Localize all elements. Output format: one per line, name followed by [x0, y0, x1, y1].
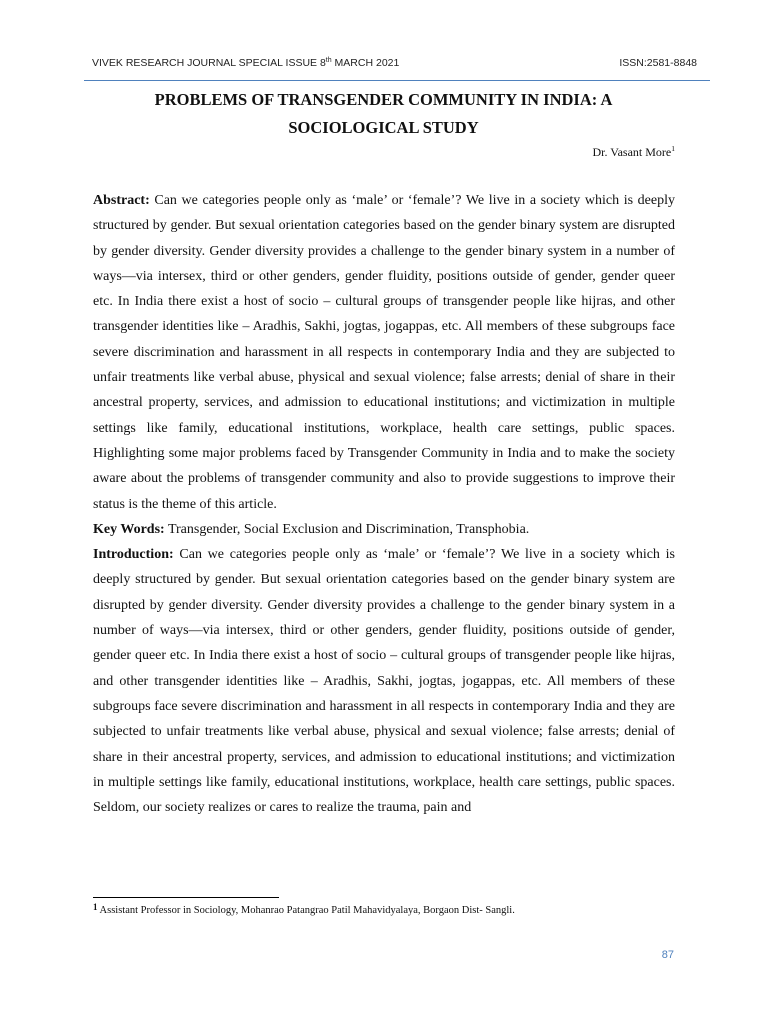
- author-name: Dr. Vasant More: [592, 145, 672, 159]
- footnote-rule: [93, 897, 279, 898]
- page-number: 87: [661, 949, 674, 961]
- abstract-label: Abstract:: [93, 193, 150, 208]
- introduction: [93, 542, 675, 820]
- keywords-label: Key Words:: [93, 521, 165, 537]
- abstract-text: Can we categories people only as ‘male’ or ‘female’? We live in a society which is deeply structured by gender. But sexual orientation categories based on the gender binary system are disrupted by gender diversity. Gender diversity provides a challenge to the gender binary system in a number of ways—via intersex, third or other genders, gender fluidity, positions outside of gender, gender queer etc. In India there exist a host of socio – cultural groups of transgender people like hijras, and other transgender identities like – Aradhis, Sakhi, jogtas, jogappas, etc. All members of these subgroups face severe discrimination and harassment in all respects in contemporary India and they are subjected to unfair treatments like verbal abuse, physical and sexual violence; false arrests; denial of share in their ancestral property, services, and admission to educational institutions; and victimization in multiple settings like family, educational institutions, workplace, health care settings, public spaces. Highlighting some major problems faced by Transgender Community in India and to make the society aware about the problems of transgender community and also to provide suggestions to improve their status is the theme of this article.: [93, 193, 675, 512]
- footnote-text: Assistant Professor in Sociology, Mohanrao Patangrao Patil Mahavidyalaya, Borgaon Dist- Sangli.: [97, 905, 515, 916]
- journal-name: VIVEK RESEARCH JOURNAL SPECIAL ISSUE 8th MARCH 2021: [92, 57, 400, 69]
- author: [592, 145, 675, 160]
- keywords: [93, 517, 675, 542]
- footnote-mark: 1: [93, 902, 98, 912]
- footnote: [93, 902, 515, 916]
- issn: ISSN:2581-8848: [619, 57, 697, 69]
- keywords-text: Transgender, Social Exclusion and Discrimination, Transphobia.: [164, 521, 530, 537]
- abstract: [93, 188, 675, 517]
- paper-body: [93, 188, 675, 820]
- paper-title: PROBLEMS OF TRANSGENDER COMMUNITY IN INDIA: A SOCIOLOGICAL STUDY: [154, 90, 613, 137]
- author-footnote-mark: 1: [671, 144, 675, 153]
- introduction-label: Introduction:: [93, 547, 174, 563]
- header-rule: [84, 80, 710, 81]
- introduction-text: Can we categories people only as ‘male’ or ‘female’? We live in a society which is deeply structured by gender. But sexual orientation categories based on the gender binary system are disrupted by gender diversity. Gender diversity provides a challenge to the gender binary system in a number of ways—via intersex, third or other genders, gender fluidity, positions outside of gender, gender queer etc. In India there exist a host of socio – cultural groups of transgender people like hijras, and other transgender identities like – Aradhis, Sakhi, jogtas, jogappas, etc. All members of these subgroups face severe discrimination and harassment in all respects in contemporary India and they are subjected to unfair treatments like verbal abuse, physical and sexual violence; false arrests; denial of share in their ancestral property, services, and admission to educational institutions; and victimization in multiple settings like family, educational institutions, workplace, health care settings, public spaces. Seldom, our society realizes or cares to realize the trauma, pain and: [93, 547, 675, 816]
